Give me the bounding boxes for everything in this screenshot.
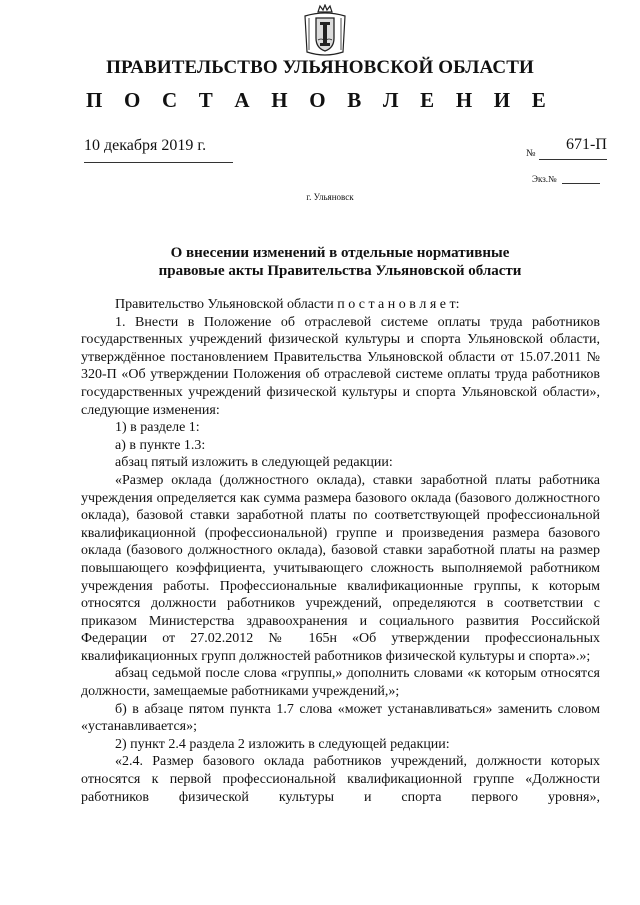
coat-of-arms-icon (301, 4, 349, 58)
organization-name: ПРАВИТЕЛЬСТВО УЛЬЯНОВСКОЙ ОБЛАСТИ (106, 57, 534, 78)
date-underline (84, 162, 233, 163)
body-paragraph: «Размер оклада (должностного оклада), ставки заработной платы работника учреждения определяется как сумма размера базового оклада (базового должностного оклада), базовой ставки заработной платы по соответствующей профессиональной квалификационной (профессиональной) группе и произведения размера базового оклада (базового должностного оклада), базовой ставки заработной платы на размер повышающего коэффициента, учитывающего сложность выполняемой работником учреждения работы. Профессиональные квалификационные группы, к которым относятся должности работников учреждений, определяются в соответствии с приказом Министерства здравоохранения и социального развития Российской Федерации от 27.02.2012 № 165н «Об утверждении профессиональных квалификационных групп должностей работников физической культуры и спорта».»; (81, 472, 600, 664)
body-paragraph: б) в абзаце пятом пункта 1.7 слова «может устанавливаться» заменить словом «устанавливается»; (81, 701, 600, 735)
document-title (100, 244, 580, 280)
title-line-2: правовые акты Правительства Ульяновской области (158, 263, 522, 279)
document-number: 671-П (566, 136, 607, 153)
body-paragraph: 1) в разделе 1: (115, 420, 200, 436)
body-paragraph: Правительство Ульяновской области п о с т а н о в л я е т: (115, 297, 460, 312)
number-label: № (526, 148, 536, 159)
body-paragraph: 2) пункт 2.4 раздела 2 изложить в следующей редакции: (115, 736, 450, 752)
document-type: П О С Т А Н О В Л Е Н И Е (85, 88, 554, 112)
body-paragraph: абзац седьмой после слова «группы,» дополнить словами «к которым относятся должности, замещаемые работниками учреждений,»; (81, 666, 600, 700)
title-line-1: О внесении изменений в отдельные нормативные (170, 245, 510, 261)
city: г. Ульяновск (306, 192, 354, 202)
document-date: 10 декабря 2019 г. (84, 137, 207, 154)
number-underline (539, 159, 607, 160)
body-paragraph: абзац пятый изложить в следующей редакции: (115, 455, 393, 471)
copy-number-underline (562, 183, 600, 184)
body-paragraph: а) в пункте 1.3: (115, 437, 206, 453)
copy-number-label: Экз.№ (532, 174, 557, 184)
document-body (81, 296, 600, 806)
body-paragraph: «2.4. Размер базового оклада работников учреждений, должности которых относятся к первой профессиональной квалификационной группе «Должности работников физической культуры и спорта первого уровня», (81, 754, 600, 805)
body-paragraph: 1. Внести в Положение об отраслевой системе оплаты труда работников государственных учреждений физической культуры и спорта Ульяновской области, утверждённое постановлением Правительства Ульяновской области от 15.07.2011 № 320-П «Об утверждении Положения об отраслевой системе оплаты труда работников государственных учреждений физической культуры и спорта Ульяновской области», следующие изменения: (81, 314, 600, 418)
